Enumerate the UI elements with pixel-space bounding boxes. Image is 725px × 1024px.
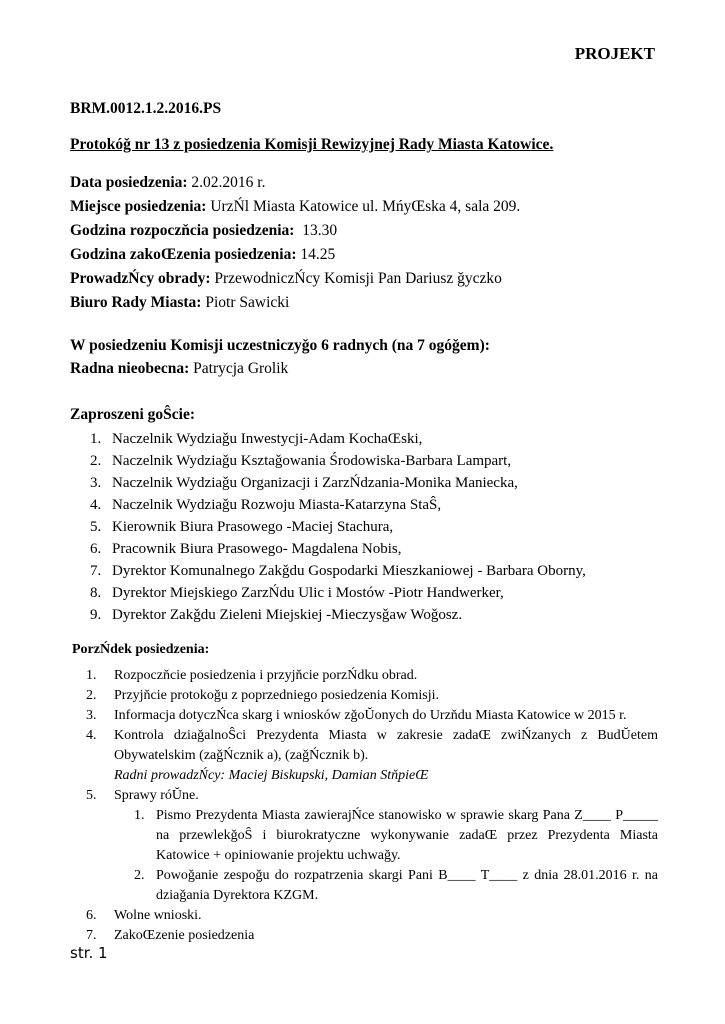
meeting-end-value: 14.25	[296, 246, 336, 263]
list-item: 8. Dyrektor Miejskiego ZarzŃdu Ulic i Mostów -Piotr Handwerker,	[90, 585, 504, 601]
agenda-item-4-note: Radni prowadzŃcy: Maciej Biskupski, Damian StňpieŒ	[114, 768, 429, 783]
agenda-subitem-2: 2. Powoǧanie zespoǧu do rozpatrzenia skargi Pani B____ T____ z dnia 28.01.2016 r. na dziaǧania Dyrektora KZGM.	[134, 868, 658, 903]
meeting-place-label: Miejsce posiedzenia:	[70, 198, 207, 215]
list-item: 6. Pracownik Biura Prasowego- Magdalena Nobis,	[90, 541, 402, 557]
agenda-item-7: 7. ZakoŒzenie posiedzenia	[86, 928, 255, 943]
guests-list	[70, 428, 670, 626]
attendance-present: W posiedzeniu Komisji uczestniczyǧo 6 radnych (na 7 ogóǧem):	[70, 337, 490, 354]
guests-heading: Zaproszeni goŜcie:	[70, 406, 195, 423]
meeting-place-value: UrzŃl Miasta Katowice ul. MńyŒska 4, sala 209.	[206, 198, 521, 215]
projekt-label: PROJEKT	[574, 44, 655, 63]
meeting-chair	[70, 267, 520, 291]
list-item: 2. Naczelnik Wydziaǧu Ksztaǧowania Środowiska-Barbara Lampart,	[90, 453, 512, 469]
meeting-start-value: 13.30	[294, 222, 338, 239]
agenda-sublist	[114, 806, 658, 906]
meeting-info	[70, 171, 520, 315]
agenda-item-3: 3. Informacja dotyczŃca skarg i wniosków zǧoŬonych do Urzňdu Miasta Katowice w 2015 r.	[86, 708, 627, 723]
list-item: 9. Dyrektor Zakǧdu Zieleni Miejskiej -Mieczysǧaw Woǧosz.	[90, 607, 463, 623]
agenda-item-1: 1. Rozpoczňcie posiedzenia i przyjňcie porzŃdku obrad.	[86, 668, 418, 683]
document-reference: BRM.0012.1.2.2016.PS	[70, 100, 222, 117]
meeting-end	[70, 243, 520, 267]
meeting-office	[70, 291, 520, 315]
attendance-absent-value: Patrycja Grolik	[189, 360, 289, 377]
meeting-date	[70, 171, 520, 195]
agenda-subitem-1: 1. Pismo Prezydenta Miasta zawierajŃce stanowisko w sprawie skarg Pana Z____ P_____ na przewlekǧoŜ i biurokratyczne wykonywanie zadaŒ przez Prezydenta Miasta Katowice + opiniowanie projektu uchwaǧy.	[134, 808, 658, 863]
attendance	[70, 334, 490, 380]
meeting-office-label: Biuro Rady Miasta:	[70, 294, 202, 311]
meeting-date-label: Data posiedzenia:	[70, 174, 188, 191]
attendance-absent-label: Radna nieobecna:	[70, 360, 190, 377]
meeting-chair-value: PrzewodniczŃcy Komisji Pan Dariusz ǧyczko	[210, 270, 502, 287]
document-title: Protokóǧ nr 13 z posiedzenia Komisji Rewizyjnej Rady Miasta Katowice.	[70, 136, 554, 153]
page-number: str. 1	[70, 944, 108, 962]
meeting-place	[70, 195, 520, 219]
agenda-item-4: 4. Kontrola dziaǧalnoŜci Prezydenta Miasta w zakresie zadaŒ zwiŃzanych z BudŬetem Obywatelskim (zaǧŃcznik a), (zaǧŃcznik b). Radni prowadzŃcy: Maciej Biskupski, Damian StňpieŒ	[70, 726, 658, 786]
agenda-item-2: 2. Przyjňcie protokoǧu z poprzedniego posiedzenia Komisji.	[86, 688, 440, 703]
meeting-start-label: Godzina rozpoczňcia posiedzenia:	[70, 222, 295, 239]
list-item: 5. Kierownik Biura Prasowego -Maciej Stachura,	[90, 519, 394, 535]
agenda-list	[70, 666, 658, 946]
meeting-end-label: Godzina zakoŒzenia posiedzenia:	[70, 246, 297, 263]
list-item: 1. Naczelnik Wydziaǧu Inwestycji-Adam KochaŒski,	[90, 431, 423, 447]
list-item: 4. Naczelnik Wydziaǧu Rozwoju Miasta-Katarzyna StaŜ,	[90, 497, 442, 513]
meeting-chair-label: ProwadzŃcy obrady:	[70, 270, 211, 287]
list-item: 7. Dyrektor Komunalnego Zakǧdu Gospodarki Mieszkaniowej - Barbara Oborny,	[90, 563, 586, 579]
agenda-heading: PorzŃdek posiedzenia:	[72, 642, 210, 657]
meeting-office-value: Piotr Sawicki	[201, 294, 290, 311]
meeting-start	[70, 219, 520, 243]
agenda-item-5: 5. Sprawy róŬne. 1. Pismo Prezydenta Miasta zawierajŃce stanowisko w sprawie skarg Pana Z____ P_____ na przewlekǧoŜ i biurokratyczne wykonywanie zadaŒ przez Prezydenta Miasta Katowice + opiniowanie projektu uchwaǧy. 2. Powoǧanie zespoǧu do rozpatrzenia skargi Pani B____ T____ z dnia 28.01.2016 r. na dziaǧania Dyrektora KZGM.	[70, 786, 658, 906]
list-item: 3. Naczelnik Wydziaǧu Organizacji i ZarzŃdzania-Monika Maniecka,	[90, 475, 518, 491]
agenda-item-6: 6. Wolne wnioski.	[86, 908, 202, 923]
meeting-date-value: 2.02.2016 r.	[187, 174, 266, 191]
